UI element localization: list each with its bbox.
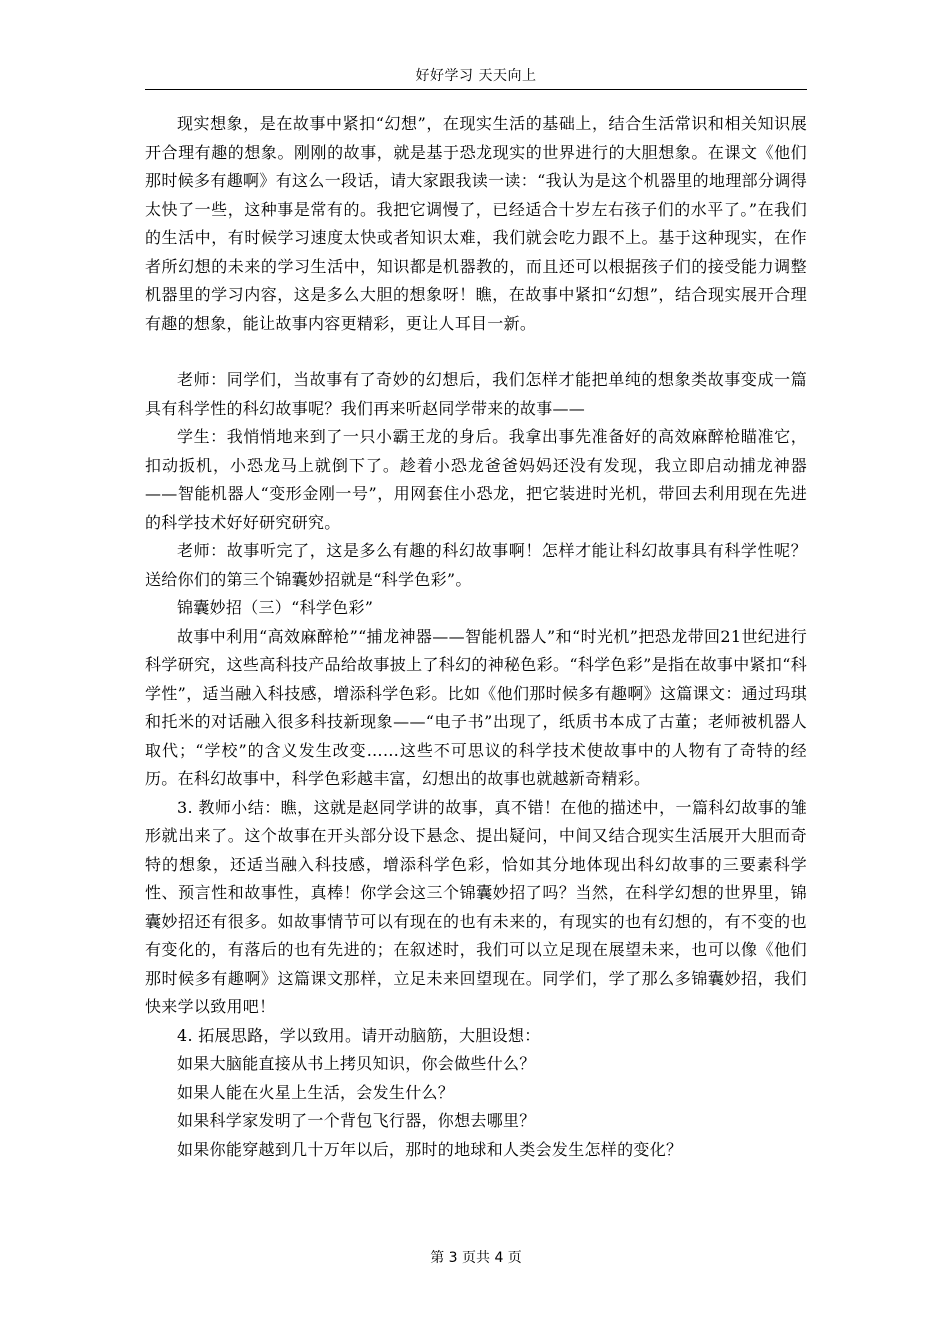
paragraph-extend-thinking: 4. 拓展思路，学以致用。请开动脑筋，大胆设想： <box>177 1025 541 1045</box>
paragraph-student-story: 学生：我悄悄地来到了一只小霸王龙的身后。我拿出事先准备好的高效麻醉枪瞄准它，扣动扳机，小恐龙马上就倒下了。趁着小恐龙爸爸妈妈还没有发现，我立即启动捕龙神器——智能机器人“变形金刚一号”，用网套住小恐龙，把它装进时光机，带回去利用现在先进的科学技术好好研究研究。 <box>145 427 807 532</box>
paragraph-question-2: 如果人能在火星上生活，会发生什么？ <box>177 1082 455 1102</box>
paragraph-teacher-question: 老师：同学们，当故事有了奇妙的幻想后，我们怎样才能把单纯的想象类故事变成一篇具有科学性的科幻故事呢？我们再来听赵同学带来的故事—— <box>145 370 807 418</box>
paragraph-science-color: 故事中利用“高效麻醉枪”“捕龙神器——智能机器人”和“时光机”把恐龙带回21世纪进行科学研究，这些高科技产品给故事披上了科幻的神秘色彩。“科学色彩”是指在故事中紧扣“科学性”，适当融入科技感，增添科学色彩。比如《他们那时候多有趣啊》这篇课文：通过玛琪和托米的对话融入很多科技新现象——“电子书”出现了，纸质书本成了古董；老师被机器人取代；“学校”的含义发生改变……这些不可思议的科学技术使故事中的人物有了奇特的经历。在科幻故事中，科学色彩越丰富，幻想出的故事也就越新奇精彩。 <box>145 626 807 788</box>
paragraph-realistic-imagination: 现实想象，是在故事中紧扣“幻想”，在现实生活的基础上，结合生活常识和相关知识展开合理有趣的想象。刚刚的故事，就是基于恐龙现实的世界进行的大胆想象。在课文《他们那时候多有趣啊》有这么一段话，请大家跟我读一读：“我认为是这个机器里的地理部分调得太快了一些，这种事是常有的。我把它调慢了，已经适合十岁左右孩子们的水平了。”在我们的生活中，有时候学习速度太快或者知识太难，我们就会吃力跟不上。基于这种现实，在作者所幻想的未来的学习生活中，知识都是机器教的，而且还可以根据孩子们的接受能力调整机器里的学习内容，这是多么大胆的想象呀！瞧，在故事中紧扣“幻想”，结合现实展开合理有趣的想象，能让故事内容更精彩，更让人耳目一新。 <box>145 114 807 333</box>
paragraph-teacher-summary: 3. 教师小结：瞧，这就是赵同学讲的故事，真不错！在他的描述中，一篇科幻故事的雏形就出来了。这个故事在开头部分设下悬念、提出疑问，中间又结合现实生活展开大胆而奇特的想象，还适当融入科技感，增添科学色彩，恰如其分地体现出科幻故事的三要素科学性、预言性和故事性，真棒！你学会这三个锦囊妙招了吗？当然，在科学幻想的世界里，锦囊妙招还有很多。如故事情节可以有现在的也有未来的，有现实的也有幻想的，有不变的也有变化的，有落后的也有先进的；在叙述时，我们可以立足现在展望未来，也可以像《他们那时候多有趣啊》这篇课文那样，立足未来回望现在。同学们，学了那么多锦囊妙招，我们快来学以致用吧！ <box>145 797 807 1016</box>
paragraph-question-1: 如果大脑能直接从书上拷贝知识，你会做些什么？ <box>177 1054 536 1073</box>
paragraph-question-4: 如果你能穿越到几十万年以后，那时的地球和人类会发生怎样的变化？ <box>177 1139 683 1159</box>
document-body <box>145 110 807 1164</box>
paragraph-teacher-comment: 老师：故事听完了，这是多么有趣的科幻故事啊！怎样才能让科幻故事具有科学性呢？送给你们的第三个锦囊妙招就是“科学色彩”。 <box>145 541 807 589</box>
page-header: 好好学习 天天向上 <box>415 68 537 84</box>
header-divider <box>145 89 807 90</box>
paragraph-tip-heading: 锦囊妙招（三）“科学色彩” <box>177 598 374 617</box>
page-number: 第 3 页共 4 页 <box>430 1250 522 1266</box>
paragraph-question-3: 如果科学家发明了一个背包飞行器，你想去哪里？ <box>177 1111 536 1130</box>
